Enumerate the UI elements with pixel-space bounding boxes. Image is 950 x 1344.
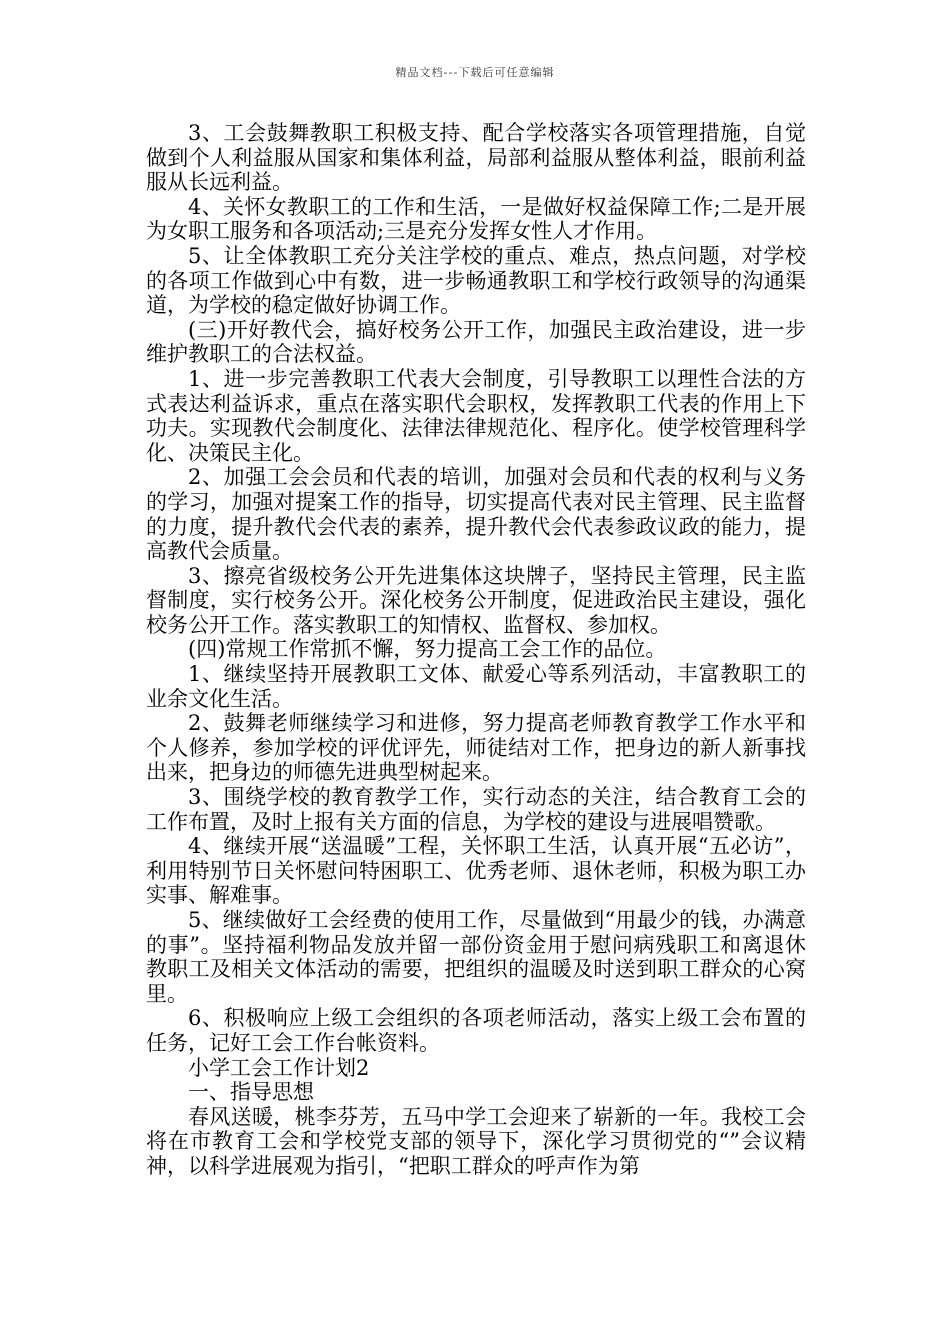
paragraph: 4、关怀女教职工的工作和生活，一是做好权益保障工作;二是开展为女职工服务和各项活动;三是充分发挥女性人才作用。 <box>146 194 806 244</box>
paragraph: 3、擦亮省级校务公开先进集体这块牌子，坚持民主管理，民主监督制度，实行校务公开。深化校务公开制度，促进政治民主建设，强化校务公开工作。落实教职工的知情权、监督权、参加权。 <box>146 563 806 637</box>
paragraph: 2、鼓舞老师继续学习和进修，努力提高老师教育教学工作水平和个人修养，参加学校的评优评先，师徒结对工作，把身边的新人新事找出来，把身边的师德先进典型树起来。 <box>146 711 806 785</box>
paragraph: 2、加强工会会员和代表的培训，加强对会员和代表的权利与义务的学习，加强对提案工作的指导，切实提高代表对民主管理、民主监督的力度，提升教代会代表的素养，提升教代会代表参政议政的能力，提高教代会质量。 <box>146 465 806 564</box>
paragraph: 4、继续开展“送温暖”工程，关怀职工生活，认真开展“五必访”，利用特别节日关怀慰问特困职工、优秀老师、退休老师，积极为职工办实事、解难事。 <box>146 834 806 908</box>
document-title: 小学工会工作计划2 <box>188 1055 370 1080</box>
paragraph: 1、进一步完善教职工代表大会制度，引导教职工以理性合法的方式表达利益诉求，重点在落实职代会职权，发挥教职工代表的作用上下功夫。实现教代会制度化、法律法律规范化、程序化。使学校管理科学化、决策民主化。 <box>146 366 806 465</box>
document-body <box>146 121 806 1179</box>
paragraph: 5、让全体教职工充分关注学校的重点、难点，热点问题，对学校的各项工作做到心中有数，进一步畅通教职工和学校行政领导的沟通渠道，为学校的稳定做好协调工作。 <box>146 243 806 318</box>
paragraph: 5、继续做好工会经费的使用工作，尽量做到“用最少的钱，办满意的事”。坚持福利物品发放并留一部份资金用于慰问病残职工和离退休教职工及相关文体活动的需要，把组织的温暖及时送到职工群众的心窝里。 <box>146 908 806 1006</box>
paragraph: 春风送暖，桃李芬芳，五马中学工会迎来了崭新的一年。我校工会将在市教育工会和学校党支部的领导下，深化学习贯彻党的“”会议精神，以科学进展观为指引，“把职工群众的呼声作为第 <box>146 1104 806 1178</box>
page-header: 精品文档---下载后可任意编辑 <box>395 66 555 79</box>
paragraph: 3、围绕学校的教育教学工作，实行动态的关注，结合教育工会的工作布置，及时上报有关方面的信息，为学校的建设与进展唱赞歌。 <box>146 785 806 834</box>
section-heading: 一、指导思想 <box>188 1080 314 1105</box>
paragraph: 3、工会鼓舞教职工积极支持、配合学校落实各项管理措施，自觉做到个人利益服从国家和集体利益，局部利益服从整体利益，眼前利益服从长远利益。 <box>146 121 806 195</box>
section-heading: (三)开好教代会，搞好校务公开工作，加强民主政治建设，进一步维护教职工的合法权益。 <box>146 317 806 367</box>
section-heading: (四)常规工作常抓不懈，努力提高工会工作的品位。 <box>188 637 667 662</box>
paragraph: 1、继续坚持开展教职工文体、献爱心等系列活动，丰富教职工的业余文化生活。 <box>146 662 806 711</box>
paragraph: 6、积极响应上级工会组织的各项老师活动，落实上级工会布置的任务，记好工会工作台帐资料。 <box>146 1006 806 1055</box>
